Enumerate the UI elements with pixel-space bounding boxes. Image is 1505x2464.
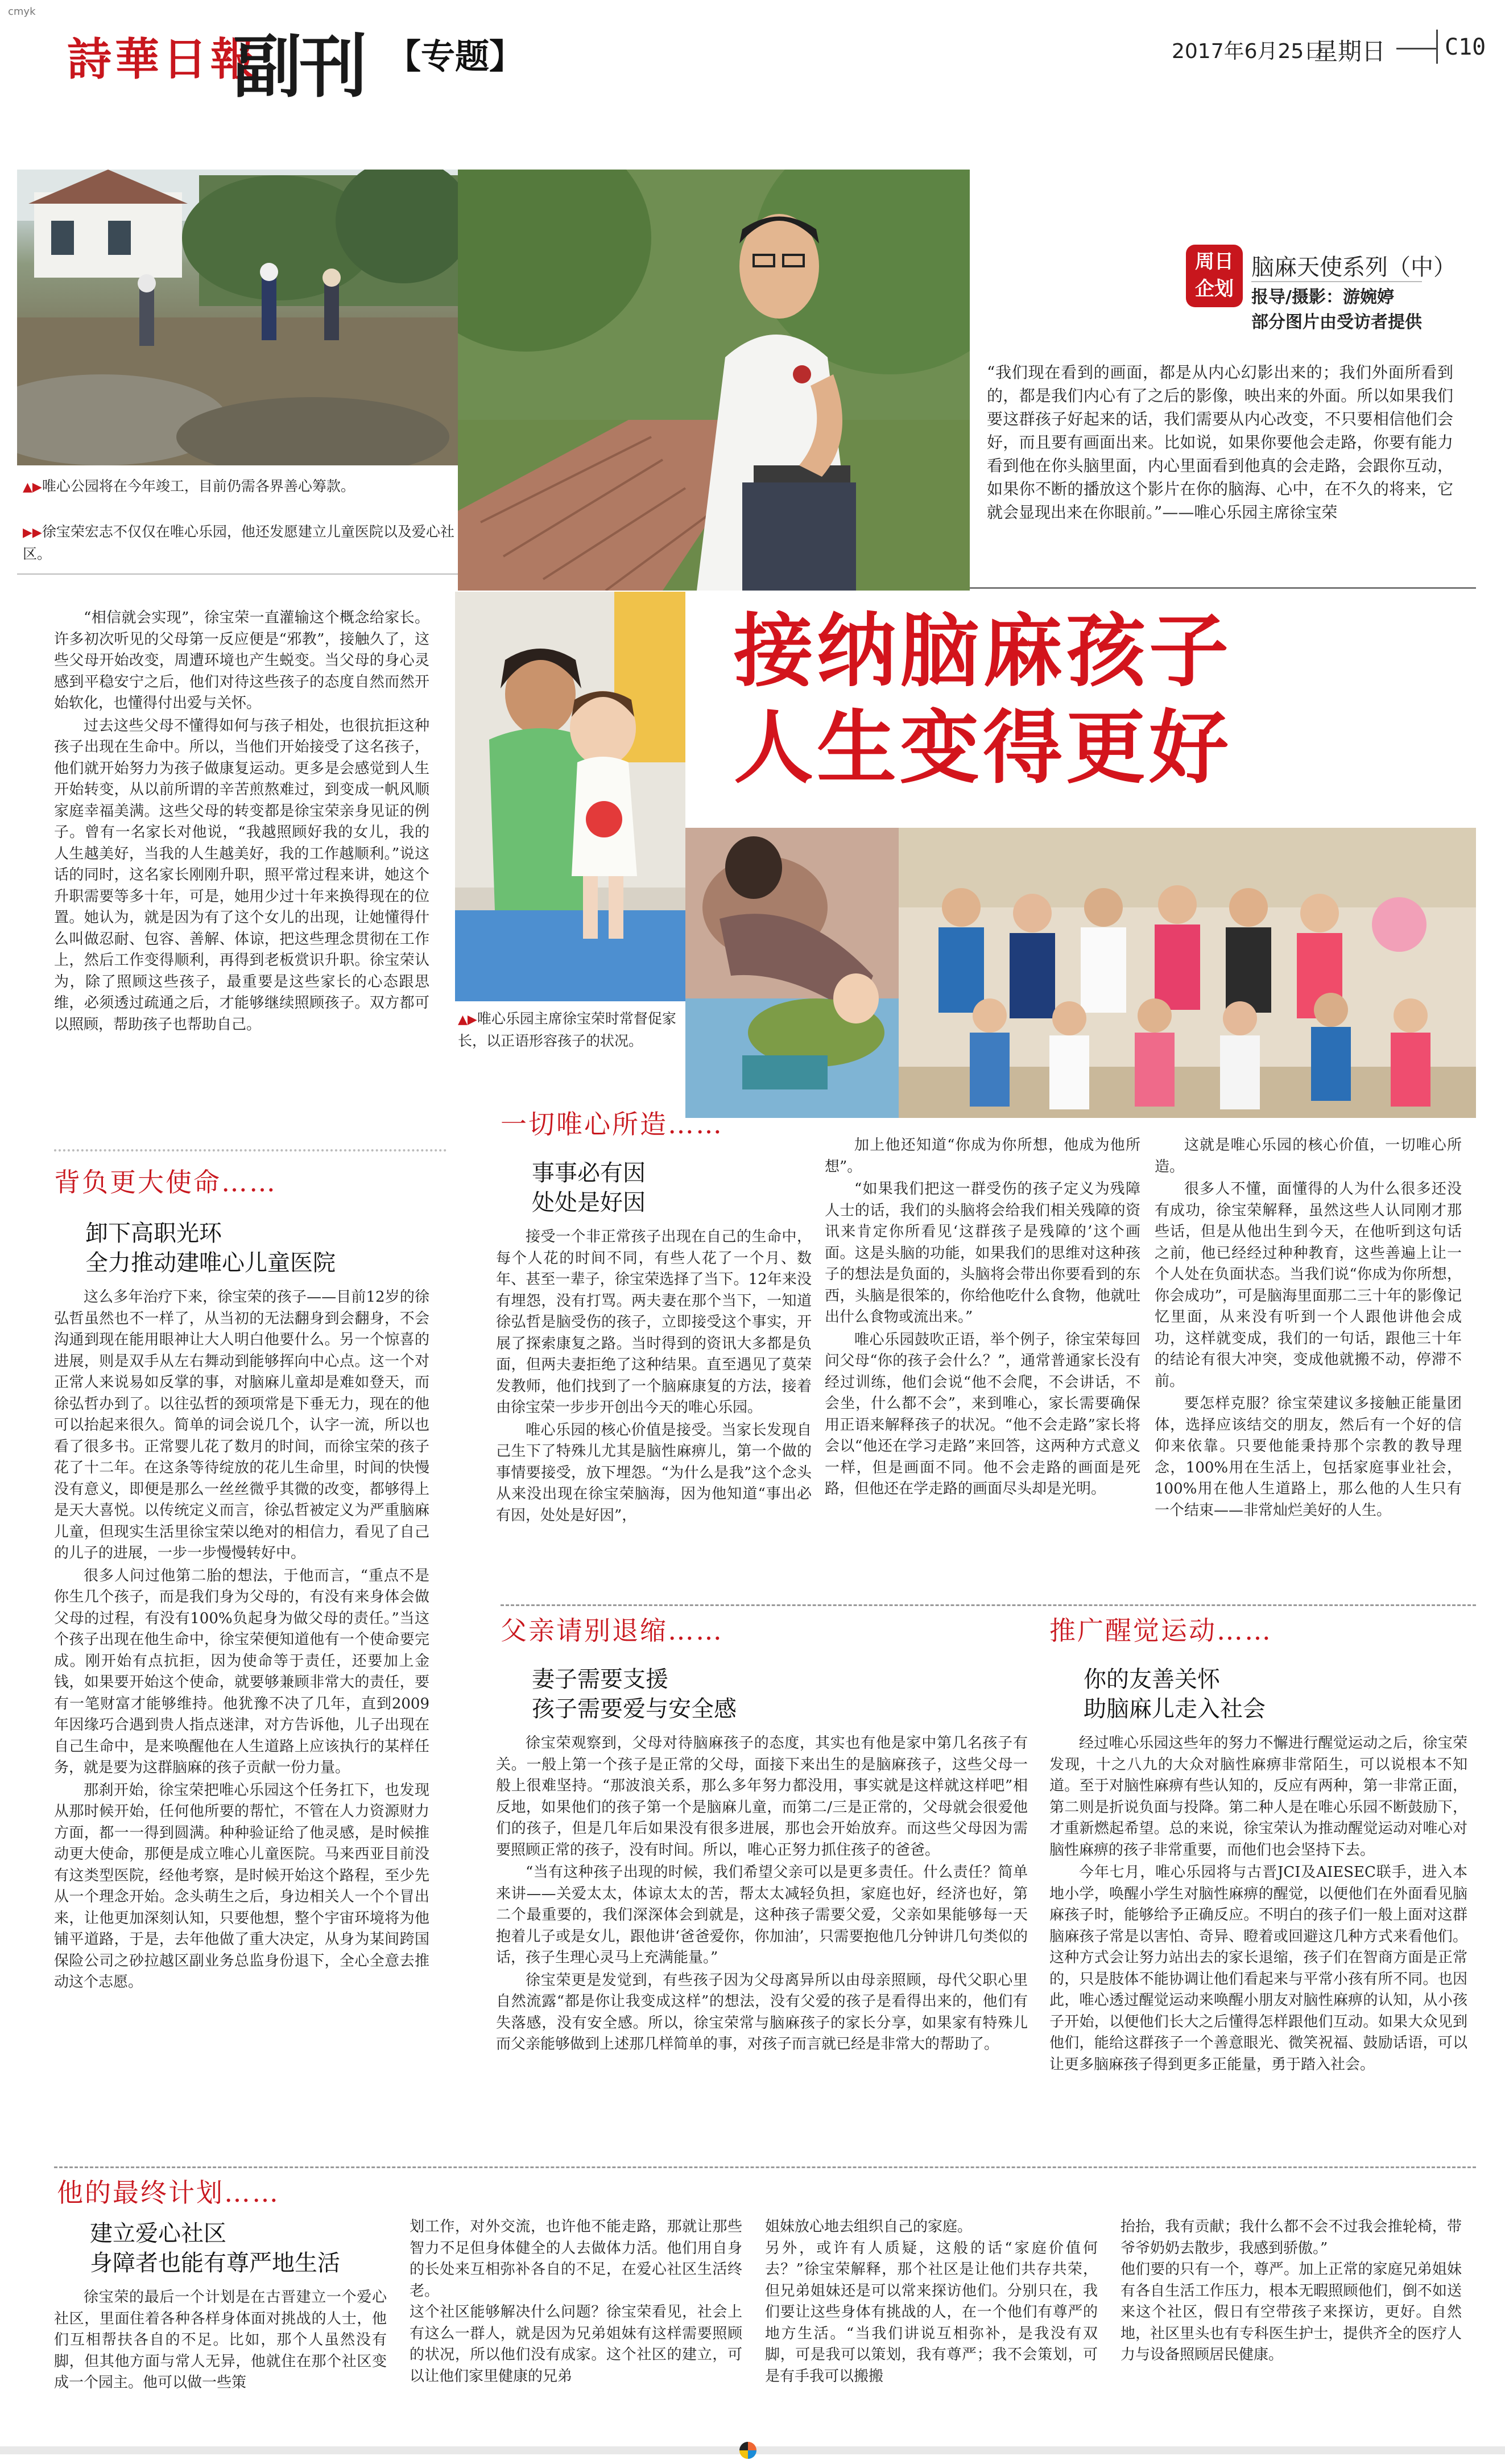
section-title-father: 父亲请别退缩……: [501, 1615, 723, 1646]
registration-mark-icon: [739, 2442, 756, 2459]
portrait-photo: [458, 170, 970, 591]
father-text: [496, 1733, 1028, 2057]
subhead-plan-1: 建立爱心社区: [90, 2221, 226, 2247]
sunday-feature-badge: [1186, 245, 1243, 307]
col4-para-2: 很多人不懂，面懂得的人为什么很多还没有成功，徐宝荣解释，虽然这些人认同刚才那些话，但是从他出生到今天，在他听到这句话之前，他已经经过种种教育，这些善遍上让一个人处在负面状态。当我们说“你成为你所想，你会成功”，可是脑海里面那二三十年的影像记忆里面，从来没有听到一个人跟他讲他会成功，这样就变成，我们的一句话，跟他三十年的结论有很大冲突，变成他就搬不动，停滞不前。: [1155, 1181, 1462, 1390]
caption-rule: [17, 573, 458, 575]
mission-para-3: 那刹开始，徐宝荣把唯心乐园这个任务扛下，也发现从那时候开始，任何他所要的帮忙，不管在人力资源财力方面，都一一得到圆满。种种验证给了他灵感，是时候推动更大使命，那便是成立唯心儿童医院。马来西亚目前没有这类型医院，经他考察，是时候开始这个路程，至少先从一个理念开始。念头萌生之后，身边相关人一个个冒出来，让他更加深刻认知，只要他想，整个宇宙环境将为他铺平道路，于是，去年他做了重大决定，从身为某间跨国保险公司之砂拉越区副业务总监身份退下，全心全意去推动这个志愿。: [54, 1781, 429, 1991]
header-divider: [1396, 48, 1436, 49]
issue-weekday: 星期日: [1314, 38, 1386, 65]
main-headline: [734, 603, 1473, 796]
col3-para-1: 加上他还知道“你成为你所想，他成为他所想”。: [825, 1137, 1140, 1175]
subhead-father-2: 孩子需要爱与安全感: [532, 1696, 737, 1722]
mother-child-photo: [455, 592, 685, 1001]
caption-arrow-icon: ▲▶: [23, 480, 42, 494]
section-title-mission: 背负更大使命……: [54, 1167, 277, 1198]
section-title-plan: 他的最终计划……: [57, 2177, 280, 2208]
positive-language-text: [825, 1135, 1140, 1501]
subhead-mind-2: 处处是好因: [532, 1190, 646, 1216]
subhead-mind-1: 事事必有因: [532, 1160, 646, 1186]
mind-para-2: 唯心乐园的核心价值是接受。当家长发现自己生下了特殊儿尤其是脑性麻痹儿，第一个做的事情要接受，放下埋怨。“为什么是我”这个念头从来没出现在徐宝荣脑海，因为他知道“事出必有因，处处是好因”，: [496, 1421, 812, 1524]
col3-para-2: “如果我们把这一群受伤的孩子定义为残障人士的话，我们的头脑将会给我们相关残障的资讯来肯定你所看见‘这群孩子是残障的’这个画面。这是头脑的功能，如果我们的思维对这种孩子的想法是负面的，头脑将会带出你要看到的东西，头脑是很笨的，你给他吃什么食物，他就吐出什么食物或流出来。”: [825, 1181, 1140, 1326]
mind-para-1: 接受一个非正常孩子出现在自己的生命中，每个人花的时间不同，有些人花了一个月、数年、甚至一辈子，徐宝荣选择了当下。12年来没有埋怨，没有打骂。两夫妻在那个当下，一知道徐弘哲是脑受伤的孩子，立即接受这个事实，开展了探索康复之路。当时得到的资讯大多都是负面，但两夫妻拒绝了这种结果。直至遇见了莫荣发教师，他们找到了一个脑麻康复的方法，接着由徐宝荣一步步开创出今天的唯心乐园。: [496, 1228, 812, 1416]
badge-line2: 企划: [1195, 278, 1234, 300]
intro-para-2: 过去这些父母不懂得如何与孩子相处，也很抗拒这种孩子出现在生命中。所以，当他们开始接受了这名孩子，他们就开始努力为孩子做康复运动。更多是会感觉到人生开始转变，从以前所谓的辛苦煎熬难过，到变成一帆风顺家庭幸福美满。这些父母的转变都是徐宝荣亲身见证的例子。曾有一名家长对他说，“我越照顾好我的女儿，我的人生越美好，当我的人生越美好，我的工作越顺利。”说这话的同时，这名家长刚刚升职，照平常过程来讲，她这个升职需要等多十年，可是，她用少过十年来换得现在的位置。她认为，就是因为有了这个女儿的出现，让她懂得什么叫做忍耐、包容、善解、体谅，把这些理念贯彻在工作上，然后工作变得顺利，再得到老板赏识升职。徐宝荣认为，除了照顾这些孩子，最重要是这些家长的心态跟思维，必须透过疏通之后，才能够继续照顾孩子。双方都可以照顾，帮助孩子也帮助自己。: [54, 717, 429, 1033]
headline-line-1: 接纳脑麻孩子: [734, 605, 1233, 698]
mission-para-1: 这么多年治疗下来，徐宝荣的孩子——目前12岁的徐弘哲虽然也不一样了，从当初的无法翻身到会翻身，不会沟通到现在能用眼神让大人明白他要什么。另一个惊喜的进展，则是双手从左右舞动到能够挥向中心点。这一个对正常人来说易如反掌的事，对脑麻儿童却是难如登天，而徐弘哲办到了。以往弘哲的颈项常是下垂无力，现在的他可以抬起来很久。简单的词会说几个，认字一流，所以也看了很多书。正常婴儿花了数月的时间，而徐宝荣的孩子花了十二年。在这条等待绽放的花儿生命里，时间的快慢没有意义，即便是那么一丝丝微乎其微的改变，都够得上是天大喜悦。以传统定义而言，徐弘哲被定义为严重脑麻儿童，但现实生活里徐宝荣以绝对的相信力，看见了自己的儿子的进展，一步一步慢慢转好中。: [54, 1289, 429, 1562]
caption-arrow-icon: ▲▶: [458, 1013, 477, 1027]
mission-text: [54, 1287, 429, 1995]
awareness-para-2: 今年七月，唯心乐园将与古晋JCI及AIESEC联手，进入本地小学，唤醒小学生对脑性麻痹的醒觉，以便他们在外面看见脑麻孩子时，能够给予正确反应。不明白的孩子们一般上面对这群脑麻孩子常是以害怕、奇异、瞪着或回避这几种方式来看他们。这种方式会让努力站出去的家长退缩，孩子们在智商方面是正常的，只是肢体不能协调让他们看起来与平常小孩有所不同。也因此，唯心透过醒觉运动来唤醒小朋友对脑性麻痹的认知，从小孩子开始，以便他们长大之后懂得怎样跟他们互动。如果大众见到他们，能给这群孩子一个善意眼光、微笑祝福、鼓励话语，可以让更多脑麻孩子得到更多正能量，勇于踏入社会。: [1049, 1864, 1467, 2073]
core-value-text: [1155, 1135, 1462, 1522]
mission-para-2: 很多人问过他第二胎的想法，于他而言，“重点不是你生几个孩子，而是我们身为父母的，有没有来身体会做父母的过程，有没有100%负起身为做父母的责任。”当这个孩子出现在他生命中，徐宝荣便知道他有一个使命要完成。刚开始有点抗拒，因为使命等于责任，还要加上金钱，如果要开始这个使命，就要够兼顾非常大的责任，要有一笔财富才能够维持。他犹豫不决了几年，直到2009年因缘巧合遇到贵人指点迷津，对方告诉他，儿子出现在自己生命中，是来唤醒他在人生道路上应该执行的某样任务，就是要为这群脑麻的孩子贡献一份力量。: [54, 1567, 429, 1776]
topic-label: 【专题】: [387, 37, 523, 77]
credit-photos: 部分图片由受访者提供: [1251, 312, 1422, 332]
subhead-mission-2: 全力推动建唯心儿童医院: [85, 1250, 336, 1276]
section-logo: 副刊: [233, 28, 365, 107]
section-title-awareness: 推广醒觉运动……: [1049, 1615, 1272, 1646]
bottom-divider: [54, 2166, 1476, 2168]
awareness-text: [1049, 1733, 1467, 2077]
col4-para-3: 要怎样克服？徐宝荣建议多接触正能量团体，选择应该结交的朋友，然后有一个好的信仰来依靠。只要他能秉持那个宗教的教导理念，100%用在生活上，包括家庭事业社会，100%用在他人生道路上，那么他的人生只有一个结束——非常灿烂美好的人生。: [1155, 1395, 1462, 1519]
group-photo: [899, 828, 1476, 1118]
caption-park: [23, 476, 455, 498]
series-rule: [1251, 281, 1422, 282]
subhead-awareness-2: 助脑麻儿走入社会: [1084, 1696, 1266, 1722]
park-construction-photo: [17, 170, 458, 465]
plan-col-1: [54, 2287, 387, 2395]
caption-chairman: [458, 1008, 685, 1051]
col3-para-3: 唯心乐园鼓吹正语，举个例子，徐宝荣每回问父母“你的孩子会什么？”，通常普通家长没有经过训练，他们会说“他不会爬，不会讲话，不会坐，什么都不会”，来到唯心，家长需要确保用正语来解释孩子的状况。“他不会走路”家长将会以“他还在学习走路”来回答，这两种方式意义一样，但是画面不同。他不会走路的画面是死路，但他还在学走路的画面尽头却是光明。: [825, 1331, 1140, 1497]
section-divider: [501, 1604, 1476, 1606]
mind-text: [496, 1227, 812, 1528]
caption-chairman-text: 唯心乐园主席徐宝荣时常督促家长，以正语形容孩子的状况。: [458, 1010, 676, 1049]
caption-vision: [23, 521, 455, 564]
series-title: 脑麻天使系列（中）: [1251, 254, 1456, 280]
caption-vision-text: 徐宝荣宏志不仅仅在唯心乐园，他还发愿建立儿童医院以及爱心社区。: [23, 523, 454, 562]
father-para-3: 徐宝荣更是发觉到，有些孩子因为父母离异所以由母亲照顾，母代父职心里自然流露“都是你让我变成这样”的想法，没有父爱的孩子是看得出来的，他们有失落感，没有安全感。所以，徐宝荣常与脑麻孩子的家长分享，如果家有特殊儿而父亲能够做到上述那几样简单的事，对孩子而言就已经是非常大的帮助了。: [496, 1971, 1028, 2053]
header-divider-v: [1436, 30, 1438, 64]
plan-col-3: 姐妹放心地去组织自己的家庭。 另外，或许有人质疑，这般的话“家庭价值何去？”徐宝荣解释，那个社区是让他们共存共荣，但兄弟姐妹还是可以常来探访他们。分别只在，我们要让这些身体有挑战的人，在一个他们有尊严的地方生活。“当我们讲说互相弥补，是我没有双脚，可是我可以策划，我有尊严；我不会策划，可是有手我可以搬搬: [765, 2218, 1098, 2385]
intro-text: [54, 608, 429, 1037]
header-rule: [970, 587, 1476, 589]
page-number: C10: [1445, 34, 1486, 60]
badge-line1: 周日: [1195, 250, 1234, 273]
masthead-logo: 詩華日報: [67, 34, 259, 85]
father-para-1: 徐宝荣观察到，父母对待脑麻孩子的态度，其实也有他是家中第几名孩子有关。一般上第一个孩子是正常的父母，面接下来出生的是脑麻孩子，这些父母一般上很难坚持。“那波浪关系，那么多年努力都没用，事实就是这样就这样吧”相反地，如果他们的孩子第一个是脑麻儿童，而第二/三是正常的，父母就会很爱他们的孩子，但是几年后如果没有很多进展，那也会开始放弃。而这些父母因为需要照顾正常的孩子，没有时间。所以，唯心正努力抓住孩子的爸爸。: [496, 1735, 1028, 1859]
awareness-para-1: 经过唯心乐园这些年的努力不懈进行醒觉运动之后，徐宝荣发现，十之八九的大众对脑性麻痹非常陌生，可以说根本不知道。至于对脑性麻痹有些认知的，反应有两种，第一非常正面，第二则是折说负面与投降。第二种人是在唯心乐园不断鼓励下，才重新燃起希望。总的来说，徐宝荣认为推动醒觉运动对唯心对脑性麻痹的孩子非常重要，而他们也会坚持下去。: [1049, 1735, 1467, 1859]
issue-date: 2017年6月25日: [1172, 40, 1325, 63]
section-title-mind: 一切唯心所造……: [501, 1109, 723, 1140]
subhead-mission-1: 卸下高职光环: [85, 1220, 222, 1247]
section-dots: [54, 1149, 446, 1151]
cmyk-mark: cmyk: [8, 6, 36, 18]
subhead-awareness-1: 你的友善关怀: [1084, 1666, 1220, 1693]
headline-line-2: 人生变得更好: [734, 701, 1233, 795]
caption-arrow-icon: ▶▶: [23, 526, 42, 540]
father-para-2: “当有这种孩子出现的时候，我们希望父亲可以是更多责任。什么责任？简单来讲——关爱太太，体谅太太的苦，帮太太减轻负担，家庭也好，经济也好，第二个最重要的，我们深深体会到就是，这种孩子需要父爱，父亲如果能够每一天抱着儿子或是女儿，跟他讲‘爸爸爱你，你加油’，只需要抱他几分钟讲几句类似的话，孩子生理心灵马上充满能量。”: [496, 1864, 1028, 1966]
therapy-photo: [685, 828, 899, 1118]
col4-para-1: 这就是唯心乐园的核心价值，一切唯心所造。: [1155, 1137, 1462, 1175]
plan-para-1: 徐宝荣的最后一个计划是在古晋建立一个爱心社区，里面住着各种各样身体面对挑战的人士，他们互相帮扶各自的不足。比如，那个人虽然没有脚，但其他方面与常人无异，他就住在那个社区变成一个园主。他可以做一些策: [54, 2289, 387, 2391]
subhead-plan-2: 身障者也能有尊严地生活: [90, 2250, 340, 2276]
subhead-father-1: 妻子需要支援: [532, 1666, 668, 1693]
plan-col-2: 划工作，对外交流，也许他不能走路，那就让那些智力不足但身体健全的人去做体力活。他们用自身的长处来互相弥补各自的不足，在爱心社区生活终老。 这个社区能够解决什么问题？徐宝荣看见，社会上有这么一群人，就是因为兄弟姐妹有这样需要照顾的状况，所以他们没有成家。这个社区的建立，可以让他们家里健康的兄弟: [410, 2218, 742, 2385]
plan-col-4: 抬抬，我有贡献；我什么都不会不过我会推轮椅，带爷爷奶奶去散步，我感到骄傲。” 他们要的只有一个，尊严。加上正常的家庭兄弟姐妹有各自生活工作压力，根本无暇照顾他们，倒不如送来这个社区，假日有空带孩子来探访，更好。自然地，社区里头也有专科医生护士，提供齐全的医疗人力与设备照顾居民健康。: [1121, 2218, 1462, 2363]
caption-park-text: 唯心公园将在今年竣工，目前仍需各界善心筹款。: [42, 478, 355, 494]
intro-para-1: “相信就会实现”，徐宝荣一直灌输这个概念给家长。许多初次听见的父母第一反应便是“邪教”，接触久了，这些父母开始改变，周遭环境也产生蜕变。当父母的身心灵感到平稳安宁之后，他们对待这些孩子的态度自然而然开始软化，也懂得付出爱与关怀。: [54, 609, 429, 712]
credit-report: 报导/摄影：游婉婷: [1251, 287, 1394, 307]
feature-quote: “我们现在看到的画面，都是从内心幻影出来的；我们外面所看到的，都是我们内心有了之后的影像，映出来的外面。所以如果我们要这群孩子好起来的话，我们需要从内心改变，不只要相信他们会好，而且要有画面出来。比如说，如果你要他会走路，你要有能力看到他在你头脑里面，内心里面看到他真的会走路，会跟你互动，如果你不断的播放这个影片在你的脑海、心中，在不久的将来，它就会显现出来在你眼前。”——唯心乐园主席徐宝荣: [987, 363, 1453, 522]
